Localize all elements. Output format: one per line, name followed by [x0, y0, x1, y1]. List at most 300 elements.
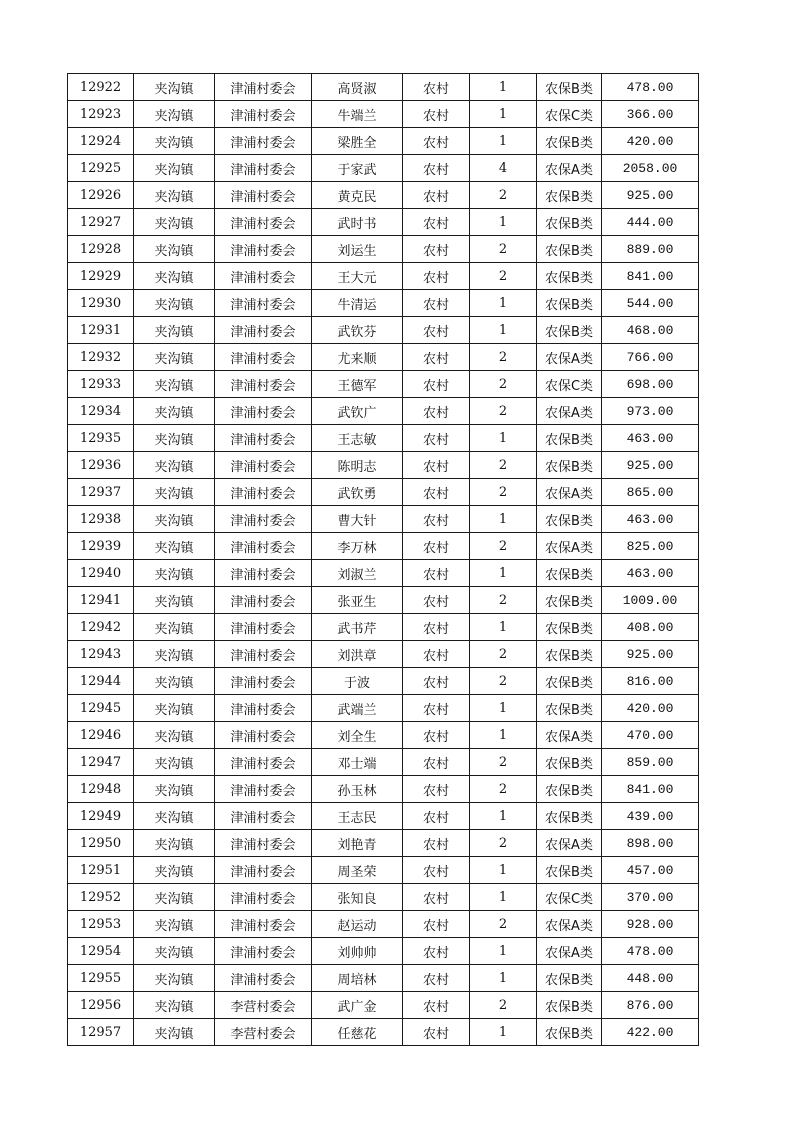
cell-id: 12923	[68, 101, 134, 128]
cell-area-type: 农村	[403, 236, 470, 263]
cell-category: 农保B类	[537, 965, 602, 992]
cell-category: 农保A类	[537, 398, 602, 425]
cell-amount: 420.00	[602, 128, 699, 155]
cell-id: 12926	[68, 182, 134, 209]
cell-id: 12938	[68, 506, 134, 533]
table-body	[68, 74, 699, 1046]
cell-id: 12951	[68, 857, 134, 884]
cell-amount: 898.00	[602, 830, 699, 857]
cell-area-type: 农村	[403, 74, 470, 101]
cell-amount: 1009.00	[602, 587, 699, 614]
table-row	[68, 776, 699, 803]
cell-category: 农保A类	[537, 155, 602, 182]
cell-town: 夹沟镇	[134, 317, 215, 344]
cell-count: 2	[470, 641, 537, 668]
cell-town: 夹沟镇	[134, 560, 215, 587]
cell-amount: 457.00	[602, 857, 699, 884]
cell-village: 津浦村委会	[215, 668, 312, 695]
cell-count: 4	[470, 155, 537, 182]
cell-amount: 825.00	[602, 533, 699, 560]
cell-count: 2	[470, 668, 537, 695]
cell-town: 夹沟镇	[134, 749, 215, 776]
cell-area-type: 农村	[403, 533, 470, 560]
cell-village: 津浦村委会	[215, 857, 312, 884]
cell-town: 夹沟镇	[134, 263, 215, 290]
cell-category: 农保B类	[537, 506, 602, 533]
cell-category: 农保B类	[537, 425, 602, 452]
cell-town: 夹沟镇	[134, 371, 215, 398]
cell-name: 周培林	[312, 965, 403, 992]
cell-count: 1	[470, 884, 537, 911]
cell-id: 12953	[68, 911, 134, 938]
table-row	[68, 398, 699, 425]
table-row	[68, 695, 699, 722]
cell-amount: 366.00	[602, 101, 699, 128]
cell-amount: 478.00	[602, 938, 699, 965]
cell-count: 2	[470, 398, 537, 425]
cell-amount: 841.00	[602, 263, 699, 290]
cell-id: 12931	[68, 317, 134, 344]
cell-town: 夹沟镇	[134, 668, 215, 695]
cell-amount: 370.00	[602, 884, 699, 911]
cell-id: 12941	[68, 587, 134, 614]
cell-count: 1	[470, 560, 537, 587]
cell-id: 12950	[68, 830, 134, 857]
cell-amount: 544.00	[602, 290, 699, 317]
cell-category: 农保C类	[537, 884, 602, 911]
table-row	[68, 263, 699, 290]
table-row	[68, 317, 699, 344]
cell-count: 2	[470, 911, 537, 938]
cell-amount: 478.00	[602, 74, 699, 101]
cell-id: 12939	[68, 533, 134, 560]
cell-area-type: 农村	[403, 263, 470, 290]
cell-name: 陈明志	[312, 452, 403, 479]
cell-area-type: 农村	[403, 830, 470, 857]
cell-count: 1	[470, 1019, 537, 1046]
cell-id: 12948	[68, 776, 134, 803]
cell-name: 黄克民	[312, 182, 403, 209]
cell-area-type: 农村	[403, 317, 470, 344]
cell-amount: 925.00	[602, 182, 699, 209]
cell-category: 农保B类	[537, 182, 602, 209]
table-row	[68, 803, 699, 830]
cell-id: 12943	[68, 641, 134, 668]
cell-area-type: 农村	[403, 560, 470, 587]
cell-category: 农保A类	[537, 911, 602, 938]
table-row	[68, 1019, 699, 1046]
table-row	[68, 236, 699, 263]
cell-count: 2	[470, 587, 537, 614]
cell-name: 王志民	[312, 803, 403, 830]
cell-category: 农保B类	[537, 803, 602, 830]
cell-town: 夹沟镇	[134, 857, 215, 884]
cell-village: 津浦村委会	[215, 398, 312, 425]
cell-area-type: 农村	[403, 749, 470, 776]
cell-count: 1	[470, 317, 537, 344]
cell-count: 2	[470, 452, 537, 479]
cell-town: 夹沟镇	[134, 290, 215, 317]
cell-id: 12940	[68, 560, 134, 587]
table-row	[68, 911, 699, 938]
cell-village: 津浦村委会	[215, 695, 312, 722]
cell-category: 农保B类	[537, 749, 602, 776]
cell-amount: 448.00	[602, 965, 699, 992]
cell-id: 12924	[68, 128, 134, 155]
cell-count: 1	[470, 938, 537, 965]
cell-count: 1	[470, 803, 537, 830]
cell-amount: 865.00	[602, 479, 699, 506]
cell-village: 津浦村委会	[215, 290, 312, 317]
cell-id: 12954	[68, 938, 134, 965]
cell-id: 12944	[68, 668, 134, 695]
cell-category: 农保B类	[537, 290, 602, 317]
cell-village: 津浦村委会	[215, 452, 312, 479]
cell-town: 夹沟镇	[134, 803, 215, 830]
cell-town: 夹沟镇	[134, 614, 215, 641]
cell-village: 津浦村委会	[215, 479, 312, 506]
cell-category: 农保A类	[537, 479, 602, 506]
cell-name: 刘全生	[312, 722, 403, 749]
table-row	[68, 938, 699, 965]
cell-amount: 463.00	[602, 560, 699, 587]
cell-count: 1	[470, 506, 537, 533]
cell-village: 津浦村委会	[215, 587, 312, 614]
cell-name: 刘淑兰	[312, 560, 403, 587]
cell-name: 刘洪章	[312, 641, 403, 668]
cell-village: 津浦村委会	[215, 749, 312, 776]
cell-area-type: 农村	[403, 668, 470, 695]
cell-area-type: 农村	[403, 101, 470, 128]
cell-area-type: 农村	[403, 479, 470, 506]
cell-name: 孙玉林	[312, 776, 403, 803]
table-row	[68, 101, 699, 128]
table-row	[68, 749, 699, 776]
table-row	[68, 506, 699, 533]
cell-count: 2	[470, 371, 537, 398]
cell-amount: 925.00	[602, 452, 699, 479]
cell-id: 12935	[68, 425, 134, 452]
cell-town: 夹沟镇	[134, 587, 215, 614]
cell-village: 津浦村委会	[215, 830, 312, 857]
cell-area-type: 农村	[403, 587, 470, 614]
cell-area-type: 农村	[403, 641, 470, 668]
table-row	[68, 425, 699, 452]
cell-town: 夹沟镇	[134, 209, 215, 236]
cell-area-type: 农村	[403, 614, 470, 641]
cell-category: 农保B类	[537, 317, 602, 344]
cell-category: 农保A类	[537, 938, 602, 965]
cell-id: 12929	[68, 263, 134, 290]
cell-id: 12957	[68, 1019, 134, 1046]
cell-name: 刘艳青	[312, 830, 403, 857]
cell-name: 武广金	[312, 992, 403, 1019]
cell-count: 2	[470, 479, 537, 506]
cell-village: 津浦村委会	[215, 317, 312, 344]
cell-category: 农保B类	[537, 560, 602, 587]
cell-amount: 925.00	[602, 641, 699, 668]
table-row	[68, 722, 699, 749]
cell-area-type: 农村	[403, 911, 470, 938]
cell-amount: 422.00	[602, 1019, 699, 1046]
table-row	[68, 614, 699, 641]
cell-category: 农保B类	[537, 1019, 602, 1046]
cell-count: 1	[470, 101, 537, 128]
cell-name: 牛端兰	[312, 101, 403, 128]
cell-name: 李万林	[312, 533, 403, 560]
cell-category: 农保B类	[537, 695, 602, 722]
cell-name: 牛清运	[312, 290, 403, 317]
cell-count: 1	[470, 722, 537, 749]
table-row	[68, 560, 699, 587]
cell-area-type: 农村	[403, 695, 470, 722]
cell-amount: 444.00	[602, 209, 699, 236]
table-row	[68, 992, 699, 1019]
cell-count: 1	[470, 965, 537, 992]
cell-category: 农保B类	[537, 74, 602, 101]
table-row	[68, 128, 699, 155]
cell-area-type: 农村	[403, 452, 470, 479]
cell-village: 津浦村委会	[215, 263, 312, 290]
cell-count: 2	[470, 749, 537, 776]
table-row	[68, 209, 699, 236]
cell-village: 津浦村委会	[215, 803, 312, 830]
cell-name: 尤来顺	[312, 344, 403, 371]
cell-town: 夹沟镇	[134, 1019, 215, 1046]
cell-area-type: 农村	[403, 992, 470, 1019]
cell-name: 武钦芬	[312, 317, 403, 344]
cell-area-type: 农村	[403, 1019, 470, 1046]
cell-name: 武时书	[312, 209, 403, 236]
cell-area-type: 农村	[403, 425, 470, 452]
cell-area-type: 农村	[403, 857, 470, 884]
cell-name: 邓士端	[312, 749, 403, 776]
cell-amount: 928.00	[602, 911, 699, 938]
cell-village: 津浦村委会	[215, 182, 312, 209]
cell-count: 2	[470, 344, 537, 371]
cell-amount: 841.00	[602, 776, 699, 803]
cell-town: 夹沟镇	[134, 641, 215, 668]
cell-area-type: 农村	[403, 776, 470, 803]
cell-count: 1	[470, 128, 537, 155]
cell-id: 12925	[68, 155, 134, 182]
cell-id: 12956	[68, 992, 134, 1019]
cell-name: 张知良	[312, 884, 403, 911]
cell-name: 刘运生	[312, 236, 403, 263]
cell-village: 津浦村委会	[215, 344, 312, 371]
cell-category: 农保B类	[537, 263, 602, 290]
cell-village: 津浦村委会	[215, 155, 312, 182]
cell-amount: 408.00	[602, 614, 699, 641]
cell-amount: 420.00	[602, 695, 699, 722]
cell-village: 津浦村委会	[215, 884, 312, 911]
cell-id: 12952	[68, 884, 134, 911]
cell-name: 武钦广	[312, 398, 403, 425]
cell-count: 2	[470, 830, 537, 857]
cell-count: 2	[470, 236, 537, 263]
table-row	[68, 344, 699, 371]
cell-name: 武钦勇	[312, 479, 403, 506]
cell-village: 津浦村委会	[215, 560, 312, 587]
cell-amount: 2058.00	[602, 155, 699, 182]
cell-count: 1	[470, 614, 537, 641]
cell-area-type: 农村	[403, 344, 470, 371]
cell-village: 津浦村委会	[215, 776, 312, 803]
cell-category: 农保A类	[537, 722, 602, 749]
cell-name: 张亚生	[312, 587, 403, 614]
cell-category: 农保C类	[537, 371, 602, 398]
cell-count: 1	[470, 209, 537, 236]
table-row	[68, 452, 699, 479]
cell-id: 12922	[68, 74, 134, 101]
cell-name: 梁胜全	[312, 128, 403, 155]
cell-id: 12947	[68, 749, 134, 776]
cell-town: 夹沟镇	[134, 479, 215, 506]
cell-area-type: 农村	[403, 182, 470, 209]
cell-town: 夹沟镇	[134, 533, 215, 560]
cell-id: 12934	[68, 398, 134, 425]
cell-area-type: 农村	[403, 938, 470, 965]
cell-village: 津浦村委会	[215, 938, 312, 965]
cell-id: 12942	[68, 614, 134, 641]
table-row	[68, 641, 699, 668]
cell-town: 夹沟镇	[134, 992, 215, 1019]
table-row	[68, 290, 699, 317]
cell-id: 12928	[68, 236, 134, 263]
cell-category: 农保A类	[537, 344, 602, 371]
cell-village: 津浦村委会	[215, 722, 312, 749]
cell-area-type: 农村	[403, 803, 470, 830]
cell-name: 于家武	[312, 155, 403, 182]
table-row	[68, 533, 699, 560]
cell-area-type: 农村	[403, 128, 470, 155]
cell-village: 津浦村委会	[215, 506, 312, 533]
table-row	[68, 668, 699, 695]
cell-town: 夹沟镇	[134, 236, 215, 263]
cell-amount: 889.00	[602, 236, 699, 263]
cell-count: 2	[470, 182, 537, 209]
cell-category: 农保B类	[537, 641, 602, 668]
cell-category: 农保B类	[537, 236, 602, 263]
cell-id: 12933	[68, 371, 134, 398]
cell-village: 津浦村委会	[215, 236, 312, 263]
cell-town: 夹沟镇	[134, 506, 215, 533]
cell-town: 夹沟镇	[134, 452, 215, 479]
cell-amount: 859.00	[602, 749, 699, 776]
cell-id: 12937	[68, 479, 134, 506]
cell-town: 夹沟镇	[134, 911, 215, 938]
cell-area-type: 农村	[403, 290, 470, 317]
cell-village: 津浦村委会	[215, 911, 312, 938]
table-row	[68, 830, 699, 857]
cell-area-type: 农村	[403, 506, 470, 533]
cell-town: 夹沟镇	[134, 695, 215, 722]
table-row	[68, 479, 699, 506]
cell-category: 农保B类	[537, 668, 602, 695]
cell-category: 农保B类	[537, 128, 602, 155]
cell-town: 夹沟镇	[134, 722, 215, 749]
cell-village: 李营村委会	[215, 992, 312, 1019]
cell-town: 夹沟镇	[134, 155, 215, 182]
table-row	[68, 155, 699, 182]
cell-amount: 439.00	[602, 803, 699, 830]
cell-name: 任慈花	[312, 1019, 403, 1046]
cell-name: 于波	[312, 668, 403, 695]
cell-name: 武端兰	[312, 695, 403, 722]
cell-town: 夹沟镇	[134, 938, 215, 965]
cell-name: 高贤淑	[312, 74, 403, 101]
cell-town: 夹沟镇	[134, 965, 215, 992]
cell-id: 12949	[68, 803, 134, 830]
cell-count: 1	[470, 74, 537, 101]
cell-town: 夹沟镇	[134, 884, 215, 911]
cell-village: 津浦村委会	[215, 533, 312, 560]
cell-name: 武书芹	[312, 614, 403, 641]
cell-village: 津浦村委会	[215, 371, 312, 398]
cell-name: 赵运动	[312, 911, 403, 938]
cell-id: 12930	[68, 290, 134, 317]
cell-count: 2	[470, 992, 537, 1019]
cell-amount: 816.00	[602, 668, 699, 695]
cell-area-type: 农村	[403, 155, 470, 182]
table-row	[68, 884, 699, 911]
table-row	[68, 965, 699, 992]
cell-village: 津浦村委会	[215, 101, 312, 128]
cell-amount: 463.00	[602, 425, 699, 452]
cell-id: 12955	[68, 965, 134, 992]
cell-town: 夹沟镇	[134, 425, 215, 452]
cell-area-type: 农村	[403, 398, 470, 425]
cell-category: 农保C类	[537, 101, 602, 128]
cell-village: 津浦村委会	[215, 209, 312, 236]
cell-area-type: 农村	[403, 209, 470, 236]
cell-town: 夹沟镇	[134, 830, 215, 857]
table-row	[68, 74, 699, 101]
cell-id: 12946	[68, 722, 134, 749]
table-row	[68, 182, 699, 209]
cell-id: 12936	[68, 452, 134, 479]
cell-amount: 468.00	[602, 317, 699, 344]
table-row	[68, 587, 699, 614]
cell-town: 夹沟镇	[134, 344, 215, 371]
cell-amount: 698.00	[602, 371, 699, 398]
cell-town: 夹沟镇	[134, 776, 215, 803]
cell-category: 农保B类	[537, 776, 602, 803]
cell-count: 1	[470, 290, 537, 317]
cell-town: 夹沟镇	[134, 74, 215, 101]
cell-name: 王德军	[312, 371, 403, 398]
cell-area-type: 农村	[403, 965, 470, 992]
cell-category: 农保B类	[537, 452, 602, 479]
cell-count: 1	[470, 695, 537, 722]
records-table	[67, 73, 699, 1046]
cell-category: 农保A类	[537, 533, 602, 560]
cell-village: 李营村委会	[215, 1019, 312, 1046]
cell-town: 夹沟镇	[134, 398, 215, 425]
cell-name: 曹大针	[312, 506, 403, 533]
cell-name: 王大元	[312, 263, 403, 290]
cell-name: 王志敏	[312, 425, 403, 452]
cell-amount: 766.00	[602, 344, 699, 371]
cell-area-type: 农村	[403, 722, 470, 749]
cell-village: 津浦村委会	[215, 128, 312, 155]
cell-village: 津浦村委会	[215, 965, 312, 992]
cell-count: 2	[470, 533, 537, 560]
cell-category: 农保B类	[537, 992, 602, 1019]
cell-amount: 876.00	[602, 992, 699, 1019]
cell-town: 夹沟镇	[134, 128, 215, 155]
cell-amount: 973.00	[602, 398, 699, 425]
